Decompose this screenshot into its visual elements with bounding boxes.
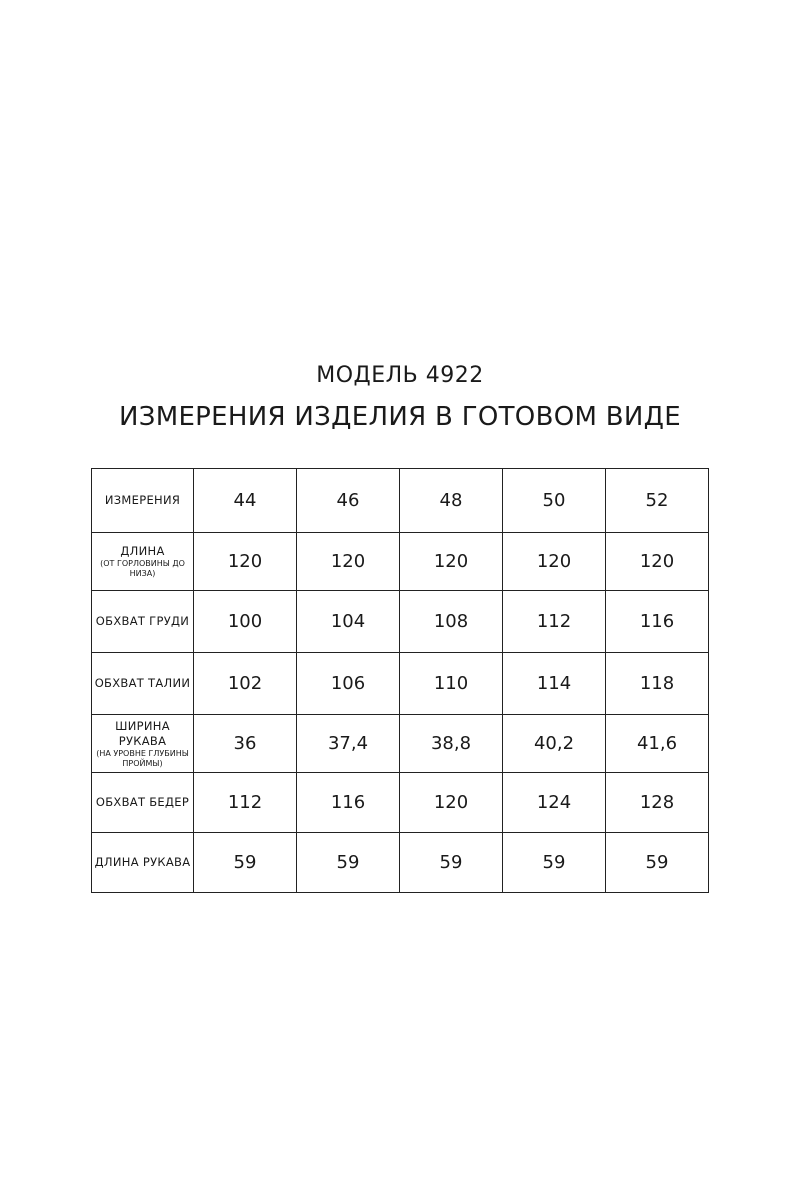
row-label-cell [92, 653, 194, 715]
value-cell: 110 [400, 653, 503, 715]
row-label: ОБХВАТ БЕДЕР [95, 795, 190, 809]
value-cell: 114 [503, 653, 606, 715]
value-cell: 120 [503, 533, 606, 591]
value-cell: 120 [606, 533, 709, 591]
size-header-cell: 44 [194, 469, 297, 533]
size-header-cell: 46 [297, 469, 400, 533]
value-cell: 124 [503, 773, 606, 833]
row-label-cell [92, 715, 194, 773]
value-cell: 116 [606, 591, 709, 653]
size-header-cell: 48 [400, 469, 503, 533]
row-label-cell [92, 591, 194, 653]
row-label: ДЛИНА [120, 544, 165, 558]
value-cell: 59 [194, 833, 297, 893]
value-cell: 118 [606, 653, 709, 715]
value-cell: 59 [297, 833, 400, 893]
value-cell: 104 [297, 591, 400, 653]
value-cell: 120 [400, 773, 503, 833]
row-label: ШИРИНА РУКАВА [115, 718, 170, 748]
size-table [91, 468, 709, 893]
value-cell: 100 [194, 591, 297, 653]
table-row [92, 533, 709, 591]
value-cell: 36 [194, 715, 297, 773]
row-label: ОБХВАТ ТАЛИИ [94, 676, 191, 690]
value-cell: 38,8 [400, 715, 503, 773]
header-label: ИЗМЕРЕНИЯ [104, 493, 181, 507]
size-header-cell: 52 [606, 469, 709, 533]
table-row [92, 653, 709, 715]
table-header-row [92, 469, 709, 533]
row-label: ДЛИНА РУКАВА [94, 855, 191, 869]
value-cell: 59 [606, 833, 709, 893]
value-cell: 106 [297, 653, 400, 715]
header-label-cell [92, 469, 194, 533]
value-cell: 120 [297, 533, 400, 591]
value-cell: 120 [400, 533, 503, 591]
table-row [92, 773, 709, 833]
value-cell: 116 [297, 773, 400, 833]
row-label-cell [92, 833, 194, 893]
row-note: (ОТ ГОРЛОВИНЫ ДО НИЗА) [100, 559, 185, 578]
row-note: (НА УРОВНЕ ГЛУБИНЫ ПРОЙМЫ) [96, 748, 189, 768]
value-cell: 59 [503, 833, 606, 893]
value-cell: 120 [194, 533, 297, 591]
value-cell: 40,2 [503, 715, 606, 773]
table-row [92, 715, 709, 773]
row-label: ОБХВАТ ГРУДИ [95, 614, 190, 628]
value-cell: 112 [503, 591, 606, 653]
page-title: ИЗМЕРЕНИЯ ИЗДЕЛИЯ В ГОТОВОМ ВИДЕ [119, 402, 681, 432]
row-label-cell [92, 773, 194, 833]
table-row [92, 591, 709, 653]
value-cell: 41,6 [606, 715, 709, 773]
value-cell: 108 [400, 591, 503, 653]
size-header-cell: 50 [503, 469, 606, 533]
table-row [92, 833, 709, 893]
row-label-cell [92, 533, 194, 591]
value-cell: 128 [606, 773, 709, 833]
value-cell: 112 [194, 773, 297, 833]
value-cell: 59 [400, 833, 503, 893]
value-cell: 102 [194, 653, 297, 715]
value-cell: 37,4 [297, 715, 400, 773]
model-title: МОДЕЛЬ 4922 [316, 363, 484, 388]
